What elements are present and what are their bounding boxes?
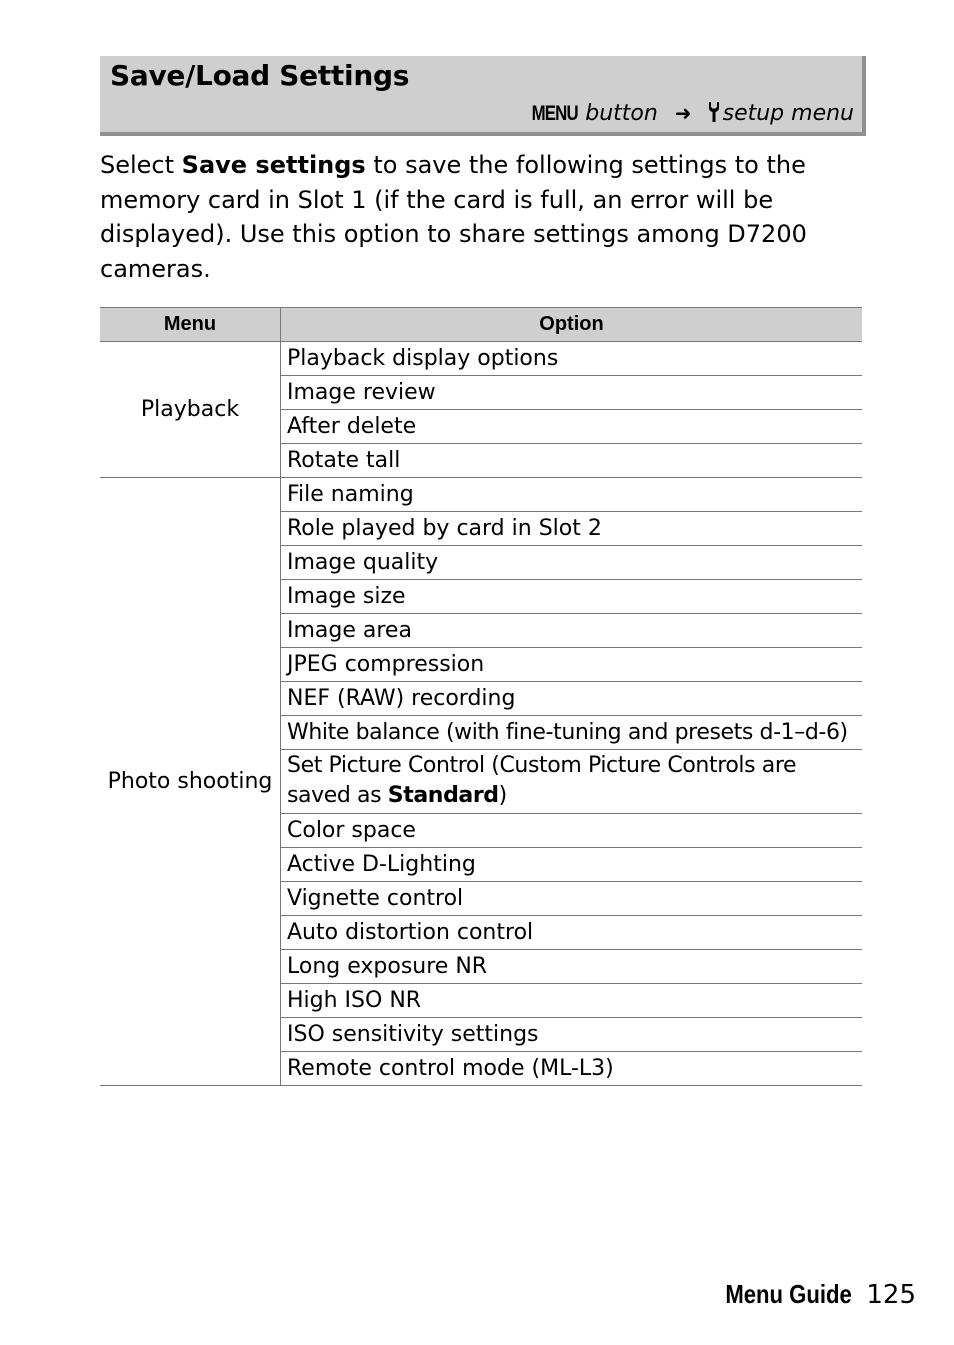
- option-cell: High ISO NR: [281, 984, 863, 1018]
- section-header: [100, 56, 866, 136]
- option-cell: Image area: [281, 614, 863, 648]
- option-cell: JPEG compression: [281, 648, 863, 682]
- table-row: [100, 342, 862, 376]
- menu-path: [520, 96, 854, 134]
- option-cell: ISO sensitivity settings: [281, 1018, 863, 1052]
- option-cell: Rotate tall: [281, 444, 863, 478]
- option-cell: Image size: [281, 580, 863, 614]
- option-cell: White balance (with fine-tuning and presets d-1–d-6): [281, 716, 863, 750]
- picture-control-standard: Standard: [387, 783, 499, 808]
- option-cell: File naming: [281, 478, 863, 512]
- option-cell: Vignette control: [281, 882, 863, 916]
- option-cell: After delete: [281, 410, 863, 444]
- option-cell: Remote control mode (ML-L3): [281, 1052, 863, 1086]
- option-cell: Auto distortion control: [281, 916, 863, 950]
- menu-button-label: MENU: [531, 102, 579, 125]
- footer-section: Menu Guide: [725, 1279, 853, 1309]
- option-cell: Long exposure NR: [281, 950, 863, 984]
- page-footer: [703, 1274, 916, 1315]
- group-photo-shooting: Photo shooting: [100, 478, 281, 1086]
- page-title: Save/Load Settings: [110, 59, 410, 92]
- group-playback: Playback: [100, 342, 281, 478]
- header-menu: Menu: [100, 308, 281, 342]
- intro-text-post: to save the following settings to the memory card in Slot 1 (if the card is full, an error will be displayed). Use this option to share settings among D7200 cameras.: [100, 151, 807, 283]
- picture-control-text-pre: Set Picture Control (Custom Picture Controls are saved as: [287, 753, 797, 808]
- option-cell: Color space: [281, 814, 863, 848]
- option-cell: Image quality: [281, 546, 863, 580]
- button-text: button: [585, 101, 658, 126]
- picture-control-text-post: ): [498, 783, 507, 808]
- option-cell: Role played by card in Slot 2: [281, 512, 863, 546]
- intro-paragraph: [100, 148, 860, 286]
- setup-menu-text: setup menu: [722, 101, 854, 126]
- option-cell: Active D-Lighting: [281, 848, 863, 882]
- page-number: 125: [866, 1280, 916, 1310]
- wrench-icon: [707, 100, 721, 134]
- table-row: [100, 478, 862, 512]
- arrow-right-icon: ➜: [674, 101, 692, 125]
- settings-table: [100, 307, 862, 1086]
- option-cell: Playback display options: [281, 342, 863, 376]
- option-cell: Image review: [281, 376, 863, 410]
- intro-save-settings: Save settings: [181, 151, 366, 179]
- option-cell: NEF (RAW) recording: [281, 682, 863, 716]
- table-header-row: [100, 308, 862, 342]
- option-cell-picture-control: [281, 750, 863, 814]
- header-option: Option: [281, 308, 863, 342]
- intro-text-pre: Select: [100, 151, 182, 179]
